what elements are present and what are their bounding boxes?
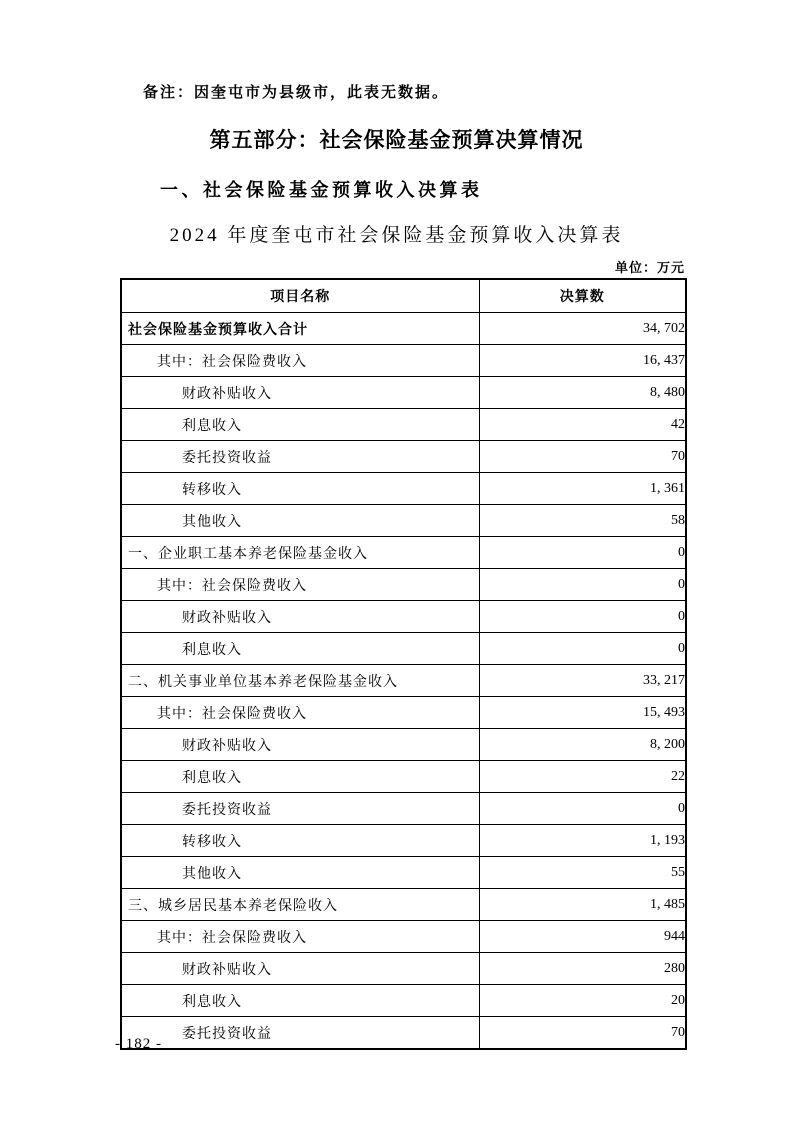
row-label: 财政补贴收入 — [121, 377, 479, 409]
table-row — [121, 569, 686, 601]
table-row — [121, 953, 686, 985]
part-title: 第五部分：社会保险基金预算决算情况 — [209, 129, 584, 152]
row-label: 其中：社会保险费收入 — [121, 569, 479, 601]
row-label: 财政补贴收入 — [121, 953, 479, 985]
row-value: 55 — [479, 857, 686, 889]
table-row — [121, 601, 686, 633]
row-label: 利息收入 — [121, 633, 479, 665]
row-label: 二、机关事业单位基本养老保险基金收入 — [121, 665, 479, 697]
row-label: 利息收入 — [121, 761, 479, 793]
row-value: 0 — [479, 537, 686, 569]
table-row — [121, 409, 686, 441]
table-header-row — [121, 279, 686, 313]
row-label: 转移收入 — [121, 473, 479, 505]
row-value: 42 — [479, 409, 686, 441]
table-row — [121, 825, 686, 857]
table-row — [121, 537, 686, 569]
row-value: 0 — [479, 793, 686, 825]
header-final-amount: 决算数 — [479, 279, 686, 313]
row-label: 其他收入 — [121, 857, 479, 889]
row-label: 利息收入 — [121, 409, 479, 441]
row-value: 58 — [479, 505, 686, 537]
table-row — [121, 985, 686, 1017]
row-label: 其中：社会保险费收入 — [121, 921, 479, 953]
row-label: 委托投资收益 — [121, 441, 479, 473]
row-value: 16, 437 — [479, 345, 686, 377]
table-row — [121, 505, 686, 537]
row-value: 0 — [479, 633, 686, 665]
row-label: 财政补贴收入 — [121, 601, 479, 633]
row-label: 其中：社会保险费收入 — [121, 345, 479, 377]
table-row — [121, 889, 686, 921]
table-row — [121, 473, 686, 505]
row-value: 70 — [479, 1017, 686, 1050]
row-value: 15, 493 — [479, 697, 686, 729]
row-value: 8, 480 — [479, 377, 686, 409]
section-title: 一、社会保险基金预算收入决算表 — [160, 180, 483, 200]
table-row — [121, 633, 686, 665]
table-row — [121, 761, 686, 793]
table-row — [121, 345, 686, 377]
table-title: 2024 年度奎屯市社会保险基金预算收入决算表 — [169, 225, 624, 246]
table-row — [121, 729, 686, 761]
table-row — [121, 1017, 686, 1050]
row-value: 22 — [479, 761, 686, 793]
row-value: 33, 217 — [479, 665, 686, 697]
row-label: 委托投资收益 — [121, 1017, 479, 1050]
row-label: 一、企业职工基本养老保险基金收入 — [121, 537, 479, 569]
page-number: - 182 - — [115, 1036, 162, 1052]
unit-label: 单位：万元 — [614, 260, 685, 275]
row-value: 280 — [479, 953, 686, 985]
row-value: 8, 200 — [479, 729, 686, 761]
table-row — [121, 857, 686, 889]
table-row — [121, 377, 686, 409]
table-row — [121, 793, 686, 825]
row-value: 1, 361 — [479, 473, 686, 505]
row-value: 1, 485 — [479, 889, 686, 921]
table-row — [121, 697, 686, 729]
note-text: 备注：因奎屯市为县级市，此表无数据。 — [143, 84, 450, 101]
table-row — [121, 665, 686, 697]
row-value: 0 — [479, 569, 686, 601]
budget-revenue-table — [120, 278, 687, 1050]
row-value: 34, 702 — [479, 313, 686, 345]
row-label: 三、城乡居民基本养老保险收入 — [121, 889, 479, 921]
row-label: 其他收入 — [121, 505, 479, 537]
table-row — [121, 441, 686, 473]
row-value: 0 — [479, 601, 686, 633]
table-row — [121, 313, 686, 345]
row-label: 转移收入 — [121, 825, 479, 857]
row-value: 20 — [479, 985, 686, 1017]
row-label: 社会保险基金预算收入合计 — [121, 313, 479, 345]
row-label: 委托投资收益 — [121, 793, 479, 825]
row-label: 利息收入 — [121, 985, 479, 1017]
row-value: 944 — [479, 921, 686, 953]
row-value: 1, 193 — [479, 825, 686, 857]
table-row — [121, 921, 686, 953]
row-value: 70 — [479, 441, 686, 473]
row-label: 财政补贴收入 — [121, 729, 479, 761]
header-item-name: 项目名称 — [121, 279, 479, 313]
row-label: 其中：社会保险费收入 — [121, 697, 479, 729]
